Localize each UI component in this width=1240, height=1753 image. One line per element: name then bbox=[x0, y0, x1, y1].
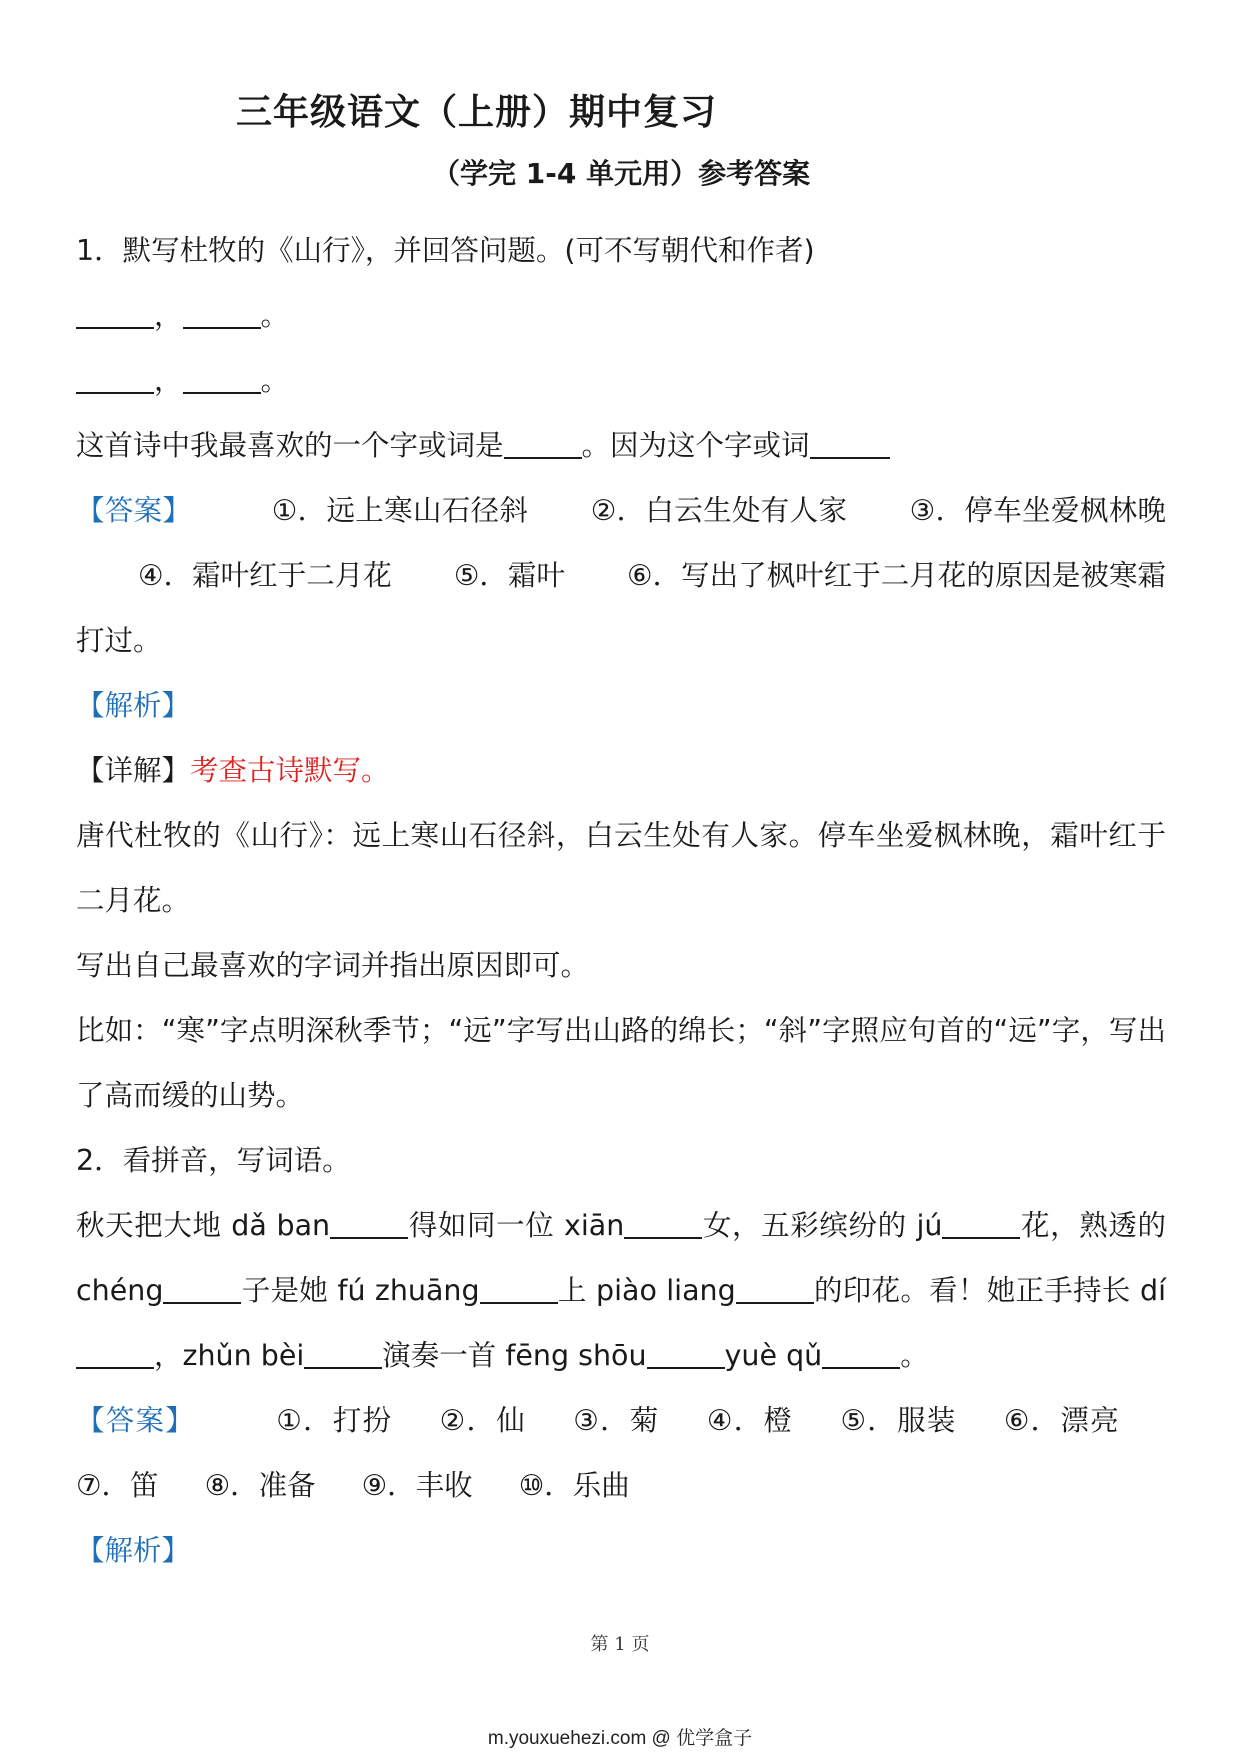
pinyin: piào liang bbox=[596, 1274, 736, 1307]
site-watermark: m.youxuehezi.com @ 优学盒子 bbox=[487, 1728, 753, 1749]
pinyin: yuè qǔ bbox=[724, 1339, 823, 1372]
answer-blank[interactable] bbox=[183, 364, 261, 395]
q2-question: 2．看拼音，写词语。 bbox=[76, 1144, 351, 1177]
answer-blank[interactable] bbox=[942, 1209, 1020, 1240]
answer-tag: 【答案】 bbox=[76, 1404, 196, 1437]
answer-blank[interactable] bbox=[76, 299, 154, 330]
q1-detail-line: 比如：“寒”字点明深秋季节；“远”字写出山路的绵长；“斜”字照应句首的“远”字，写出了高而缓的山势。 bbox=[76, 1014, 1166, 1112]
pinyin: zhǔn bèi bbox=[182, 1339, 305, 1372]
q1-detail-line: 写出自己最喜欢的字词并指出原因即可。 bbox=[76, 949, 590, 982]
page-title: 三年级语文（上册）期中复习 bbox=[236, 92, 718, 133]
q1-blank-line-1: ， 。 bbox=[76, 283, 1166, 348]
q2-analysis-tag: 【解析】 bbox=[76, 1534, 191, 1567]
answer-blank[interactable] bbox=[822, 1339, 900, 1370]
q1-blank-line-2: ， 。 bbox=[76, 348, 1166, 413]
pinyin: fēng shōu bbox=[505, 1339, 647, 1372]
answer-tag: 【答案】 bbox=[76, 494, 192, 527]
q1-detail bbox=[76, 738, 1166, 803]
answer-blank[interactable] bbox=[183, 299, 261, 330]
pinyin: dí bbox=[1140, 1274, 1167, 1307]
answer-blank[interactable] bbox=[736, 1274, 814, 1305]
q1-analysis-tag: 【解析】 bbox=[76, 689, 191, 722]
pinyin: xiān bbox=[564, 1209, 625, 1242]
answer-blank[interactable] bbox=[330, 1209, 408, 1240]
page-number: 第 1 页 bbox=[590, 1634, 650, 1655]
page-subtitle: （学完 1-4 单元用）参考答案 bbox=[432, 157, 811, 190]
answer-blank[interactable] bbox=[504, 429, 582, 460]
pinyin: fú zhuāng bbox=[337, 1274, 480, 1307]
pinyin: dǎ ban bbox=[231, 1209, 331, 1242]
answer-blank[interactable] bbox=[76, 1339, 154, 1370]
answer-blank[interactable] bbox=[647, 1339, 725, 1370]
q2-passage: 秋天把大地 dǎ ban 得如同一位 xiān 女，五彩缤纷的 jú 花，熟透的 chéng 子是她 fú zhuāng 上 piào liang 的印花。看！她正手持长 dí，zhǔn bèi 演奏一首 fēng shōu yuè qǔ 。 bbox=[76, 1209, 1167, 1372]
answer-blank[interactable] bbox=[163, 1274, 241, 1305]
pinyin: chéng bbox=[76, 1274, 164, 1307]
answer-blank[interactable] bbox=[810, 429, 890, 460]
q2-answer: 【答案】 ①．打扮 ②．仙 ③．菊 ④．橙 ⑤．服装 ⑥．漂亮⑦．笛 ⑧．准备 ⑨．丰收 ⑩．乐曲 bbox=[76, 1404, 1120, 1502]
pinyin: jú bbox=[916, 1209, 943, 1242]
q1-favorite-prompt: 这首诗中我最喜欢的一个字或词是 。因为这个字或词 bbox=[76, 413, 1166, 478]
detail-highlight: 考查古诗默写。 bbox=[190, 754, 390, 787]
answer-blank[interactable] bbox=[624, 1209, 702, 1240]
q1-question: 1．默写杜牧的《山行》，并回答问题。(可不写朝代和作者) bbox=[76, 234, 815, 267]
q1-detail-line: 唐代杜牧的《山行》：远上寒山石径斜，白云生处有人家。停车坐爱枫林晚，霜叶红于二月花。 bbox=[76, 819, 1166, 917]
answer-blank[interactable] bbox=[304, 1339, 382, 1370]
detail-tag: 【详解】 bbox=[76, 754, 191, 787]
q1-answer: 【答案】 ①．远上寒山石径斜 ②．白云生处有人家 ③．停车坐爱枫林晚④．霜叶红于二月花 ⑤．霜叶 ⑥．写出了枫叶红于二月花的原因是被寒霜打过。 bbox=[76, 494, 1166, 657]
answer-blank[interactable] bbox=[76, 364, 154, 395]
document-body bbox=[76, 218, 1166, 1583]
answer-blank[interactable] bbox=[480, 1274, 558, 1305]
